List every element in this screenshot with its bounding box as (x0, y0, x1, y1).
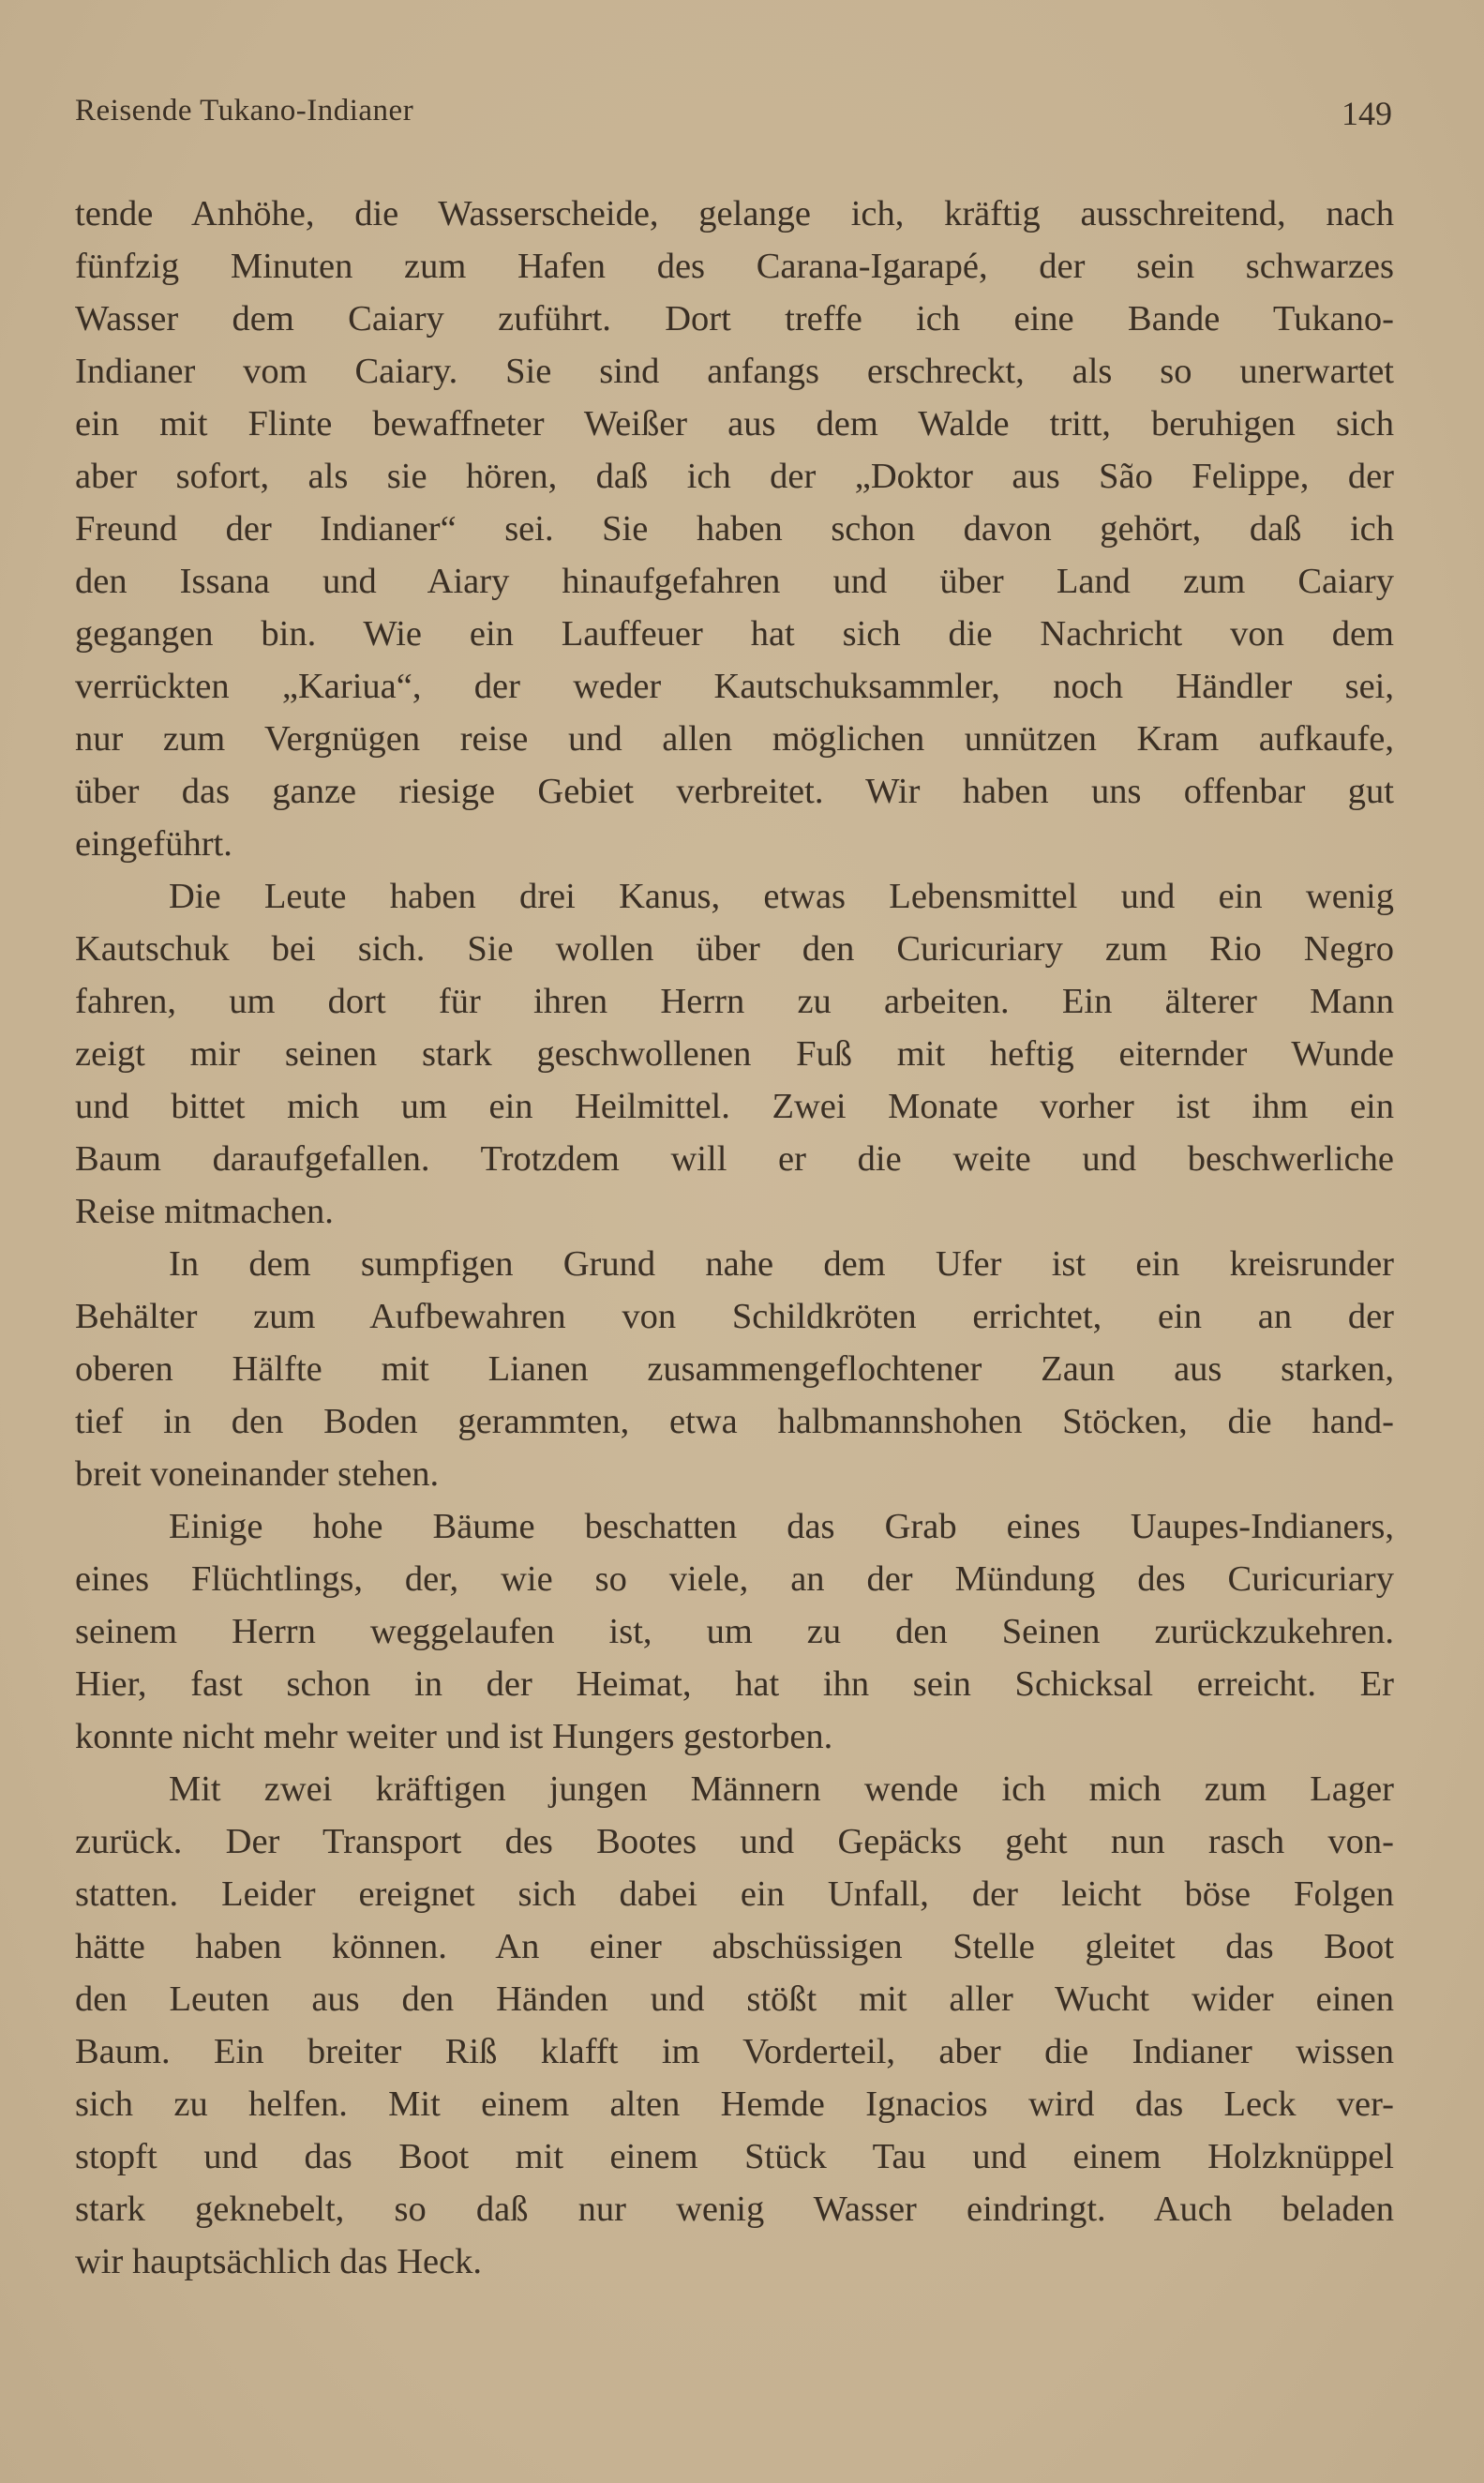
text-line: Einige hohe Bäume beschatten das Grab eines Uaupes-Indianers, (169, 1507, 1394, 1546)
text-line: ein mit Flinte bewaffneter Weißer aus dem Walde tritt, beruhigen sich (75, 404, 1394, 444)
text-line: und bittet mich um ein Heilmittel. Zwei Monate vorher ist ihm ein (75, 1087, 1394, 1126)
running-title: Reisende Tukano-Indianer (75, 94, 414, 128)
text-line: Reise mitmachen. (75, 1192, 334, 1231)
text-line: fahren, um dort für ihren Herrn zu arbeiten. Ein älterer Mann (75, 982, 1394, 1021)
text-line: Behälter zum Aufbewahren von Schildkröten errichtet, ein an der (75, 1297, 1394, 1336)
text-line: konnte nicht mehr weiter und ist Hungers gestorben. (75, 1717, 833, 1756)
text-line: Hier, fast schon in der Heimat, hat ihn sein Schicksal erreicht. Er (75, 1664, 1394, 1704)
text-line: Die Leute haben drei Kanus, etwas Lebensmittel und ein wenig (169, 877, 1394, 916)
text-line: Mit zwei kräftigen jungen Männern wende ich mich zum Lager (169, 1769, 1394, 1809)
text-line: fünfzig Minuten zum Hafen des Carana-Igarapé, der sein schwarzes (75, 247, 1394, 286)
paragraph (75, 188, 1394, 870)
running-header (75, 94, 1392, 141)
text-line: verrückten „Kariua“, der weder Kautschuksammler, noch Händler sei, (75, 667, 1394, 706)
text-line: eines Flüchtlings, der, wie so viele, an der Mündung des Curicuriary (75, 1559, 1394, 1599)
text-line: gegangen bin. Wie ein Lauffeuer hat sich die Nachricht von dem (75, 614, 1394, 654)
text-line: den Leuten aus den Händen und stößt mit aller Wucht wider einen (75, 1979, 1394, 2019)
text-line: aber sofort, als sie hören, daß ich der „Doktor aus São Felippe, der (75, 457, 1394, 496)
text-line: nur zum Vergnügen reise und allen möglichen unnützen Kram aufkaufe, (75, 719, 1394, 759)
text-line: zurück. Der Transport des Bootes und Gepäcks geht nun rasch von- (75, 1822, 1394, 1861)
text-line: statten. Leider ereignet sich dabei ein Unfall, der leicht böse Folgen (75, 1874, 1394, 1914)
paragraph (75, 1763, 1394, 2288)
text-line: Kautschuk bei sich. Sie wollen über den Curicuriary zum Rio Negro (75, 929, 1394, 969)
text-line: seinem Herrn weggelaufen ist, um zu den Seinen zurückzukehren. (75, 1612, 1394, 1651)
text-line: In dem sumpfigen Grund nahe dem Ufer ist ein kreisrunder (169, 1244, 1394, 1284)
paragraph (75, 870, 1394, 1238)
text-line: wir hauptsächlich das Heck. (75, 2242, 483, 2281)
text-line: Indianer vom Caiary. Sie sind anfangs erschreckt, als so unerwartet (75, 352, 1394, 391)
text-line: oberen Hälfte mit Lianen zusammengeflochtener Zaun aus starken, (75, 1349, 1394, 1389)
text-line: breit voneinander stehen. (75, 1454, 440, 1494)
text-line: stopft und das Boot mit einem Stück Tau und einem Holzknüppel (75, 2137, 1394, 2176)
text-line: eingeführt. (75, 824, 232, 864)
text-line: stark geknebelt, so daß nur wenig Wasser eindringt. Auch beladen (75, 2190, 1394, 2229)
paragraph (75, 1500, 1394, 1763)
text-line: Baum. Ein breiter Riß klafft im Vorderteil, aber die Indianer wissen (75, 2032, 1394, 2071)
page-number: 149 (1342, 95, 1392, 132)
body-text (75, 188, 1394, 2288)
paragraph (75, 1238, 1394, 1500)
text-line: hätte haben können. An einer abschüssigen Stelle gleitet das Boot (75, 1927, 1394, 1966)
text-line: tief in den Boden gerammten, etwa halbmannshohen Stöcken, die hand- (75, 1402, 1394, 1441)
text-line: über das ganze riesige Gebiet verbreitet. Wir haben uns offenbar gut (75, 772, 1394, 811)
text-line: tende Anhöhe, die Wasserscheide, gelange ich, kräftig ausschreitend, nach (75, 194, 1394, 233)
text-line: den Issana und Aiary hinaufgefahren und über Land zum Caiary (75, 562, 1394, 601)
text-line: Baum daraufgefallen. Trotzdem will er die weite und beschwerliche (75, 1139, 1394, 1179)
text-line: Wasser dem Caiary zuführt. Dort treffe ich eine Bande Tukano- (75, 299, 1394, 339)
text-line: zeigt mir seinen stark geschwollenen Fuß mit heftig eiternder Wunde (75, 1034, 1394, 1074)
text-line: sich zu helfen. Mit einem alten Hemde Ignacios wird das Leck ver- (75, 2084, 1394, 2124)
text-line: Freund der Indianer“ sei. Sie haben schon davon gehört, daß ich (75, 509, 1394, 549)
